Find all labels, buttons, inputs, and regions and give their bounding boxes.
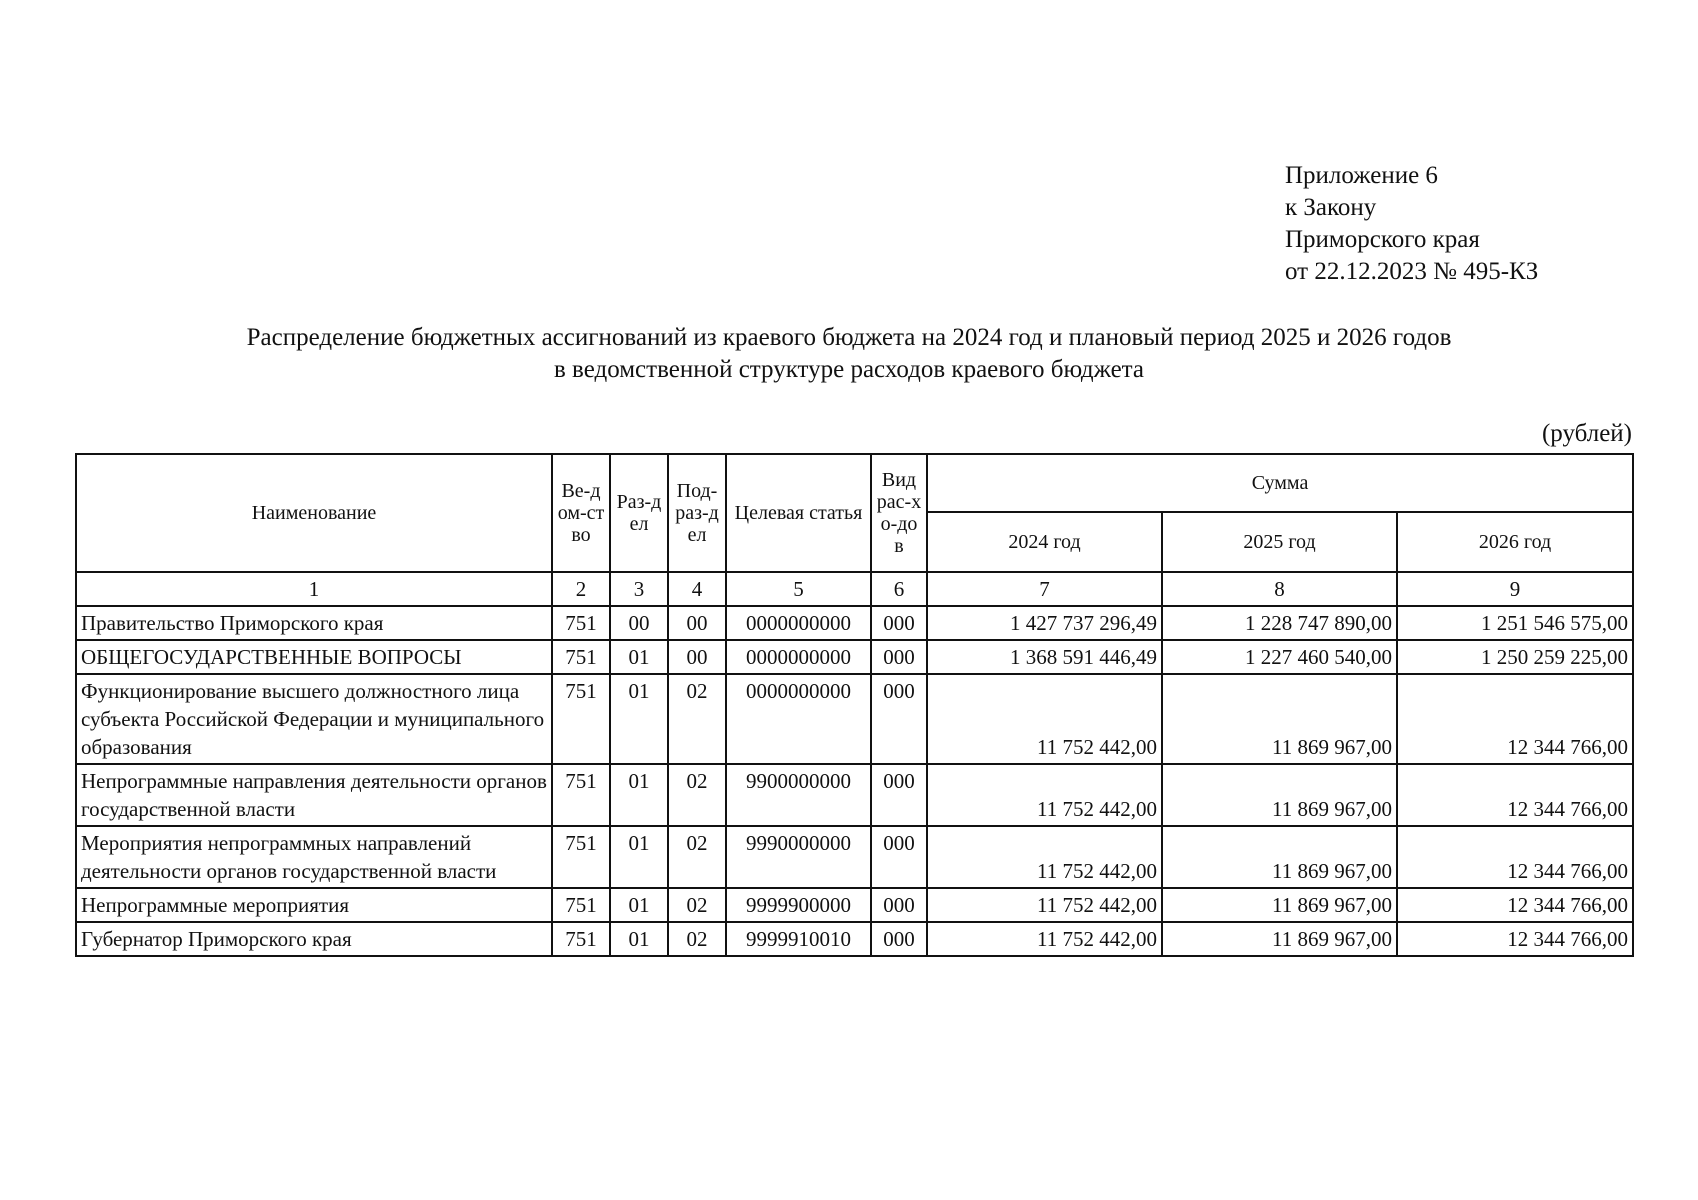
row-sum-2026: 12 344 766,00: [1397, 922, 1633, 956]
appendix-line: Приложение 6: [1285, 162, 1438, 189]
row-ved: 751: [552, 764, 610, 826]
row-name: Непрограммные направления деятельности органов государственной власти: [76, 764, 552, 826]
row-razdel: 01: [610, 888, 668, 922]
header-podrazdel: Под-раз-дел: [668, 454, 726, 572]
row-sum-2025: 11 869 967,00: [1162, 922, 1397, 956]
row-statya: 0000000000: [726, 640, 871, 674]
row-name: Правительство Приморского края: [76, 606, 552, 640]
row-vid: 000: [871, 888, 927, 922]
row-name: ОБЩЕГОСУДАРСТВЕННЫЕ ВОПРОСЫ: [76, 640, 552, 674]
budget-table: [75, 453, 1634, 957]
appendix-line: от 22.12.2023 № 495-КЗ: [1285, 258, 1539, 285]
header-ved: Ве-дом-ство: [552, 454, 610, 572]
row-sum-2024: 11 752 442,00: [927, 922, 1162, 956]
row-statya: 0000000000: [726, 674, 871, 764]
row-sum-2025: 11 869 967,00: [1162, 764, 1397, 826]
row-razdel: 01: [610, 922, 668, 956]
row-podrazdel: 00: [668, 640, 726, 674]
column-number: 5: [726, 572, 871, 606]
row-razdel: 01: [610, 764, 668, 826]
header-vid: Вид рас-хо-дов: [871, 454, 927, 572]
row-statya: 9999910010: [726, 922, 871, 956]
row-ved: 751: [552, 606, 610, 640]
column-number: 3: [610, 572, 668, 606]
row-podrazdel: 00: [668, 606, 726, 640]
row-sum-2026: 1 250 259 225,00: [1397, 640, 1633, 674]
column-number: 6: [871, 572, 927, 606]
column-number: 1: [76, 572, 552, 606]
row-sum-2024: 11 752 442,00: [927, 674, 1162, 764]
header-name: Наименование: [76, 454, 552, 572]
row-podrazdel: 02: [668, 826, 726, 888]
row-statya: 9990000000: [726, 826, 871, 888]
row-ved: 751: [552, 640, 610, 674]
header-year-2025: 2025 год: [1162, 512, 1397, 572]
column-number: 2: [552, 572, 610, 606]
column-number: 7: [927, 572, 1162, 606]
row-vid: 000: [871, 922, 927, 956]
table-row: [76, 826, 1633, 888]
row-statya: 0000000000: [726, 606, 871, 640]
row-vid: 000: [871, 764, 927, 826]
row-sum-2025: 1 228 747 890,00: [1162, 606, 1397, 640]
row-statya: 9999900000: [726, 888, 871, 922]
header-statya: Целевая статья: [726, 454, 871, 572]
row-razdel: 01: [610, 640, 668, 674]
appendix-line: к Закону: [1285, 194, 1377, 221]
appendix-block: [1285, 160, 1538, 288]
header-year-2026: 2026 год: [1397, 512, 1633, 572]
table-row: [76, 922, 1633, 956]
appendix-line: Приморского края: [1285, 226, 1480, 253]
table-row: [76, 674, 1633, 764]
row-podrazdel: 02: [668, 922, 726, 956]
row-ved: 751: [552, 826, 610, 888]
row-sum-2024: 11 752 442,00: [927, 826, 1162, 888]
row-razdel: 01: [610, 674, 668, 764]
header-year-2024: 2024 год: [927, 512, 1162, 572]
row-sum-2024: 11 752 442,00: [927, 888, 1162, 922]
table-row: [76, 640, 1633, 674]
row-statya: 9900000000: [726, 764, 871, 826]
row-vid: 000: [871, 606, 927, 640]
column-number: 8: [1162, 572, 1397, 606]
column-number: 4: [668, 572, 726, 606]
row-razdel: 01: [610, 826, 668, 888]
row-podrazdel: 02: [668, 888, 726, 922]
row-podrazdel: 02: [668, 764, 726, 826]
row-sum-2024: 1 427 737 296,49: [927, 606, 1162, 640]
table-row: [76, 606, 1633, 640]
row-name: Мероприятия непрограммных направлений деятельности органов государственной власти: [76, 826, 552, 888]
row-sum-2026: 12 344 766,00: [1397, 888, 1633, 922]
row-sum-2026: 12 344 766,00: [1397, 764, 1633, 826]
table-row: [76, 888, 1633, 922]
title-line: Распределение бюджетных ассигнований из краевого бюджета на 2024 год и плановый период 2025 и 2026 годов: [246, 324, 1452, 351]
row-vid: 000: [871, 826, 927, 888]
row-ved: 751: [552, 888, 610, 922]
row-podrazdel: 02: [668, 674, 726, 764]
title-line: в ведомственной структуре расходов краевого бюджета: [554, 356, 1144, 383]
row-ved: 751: [552, 674, 610, 764]
row-ved: 751: [552, 922, 610, 956]
row-name: Непрограммные мероприятия: [76, 888, 552, 922]
row-sum-2025: 1 227 460 540,00: [1162, 640, 1397, 674]
row-razdel: 00: [610, 606, 668, 640]
row-sum-2026: 12 344 766,00: [1397, 826, 1633, 888]
units-label: (рублей): [1541, 420, 1632, 447]
row-sum-2025: 11 869 967,00: [1162, 826, 1397, 888]
row-sum-2026: 12 344 766,00: [1397, 674, 1633, 764]
row-sum-2024: 1 368 591 446,49: [927, 640, 1162, 674]
document-title: [0, 322, 1698, 386]
column-number: 9: [1397, 572, 1633, 606]
column-number-row: [76, 572, 1633, 606]
header-razdel: Раз-дел: [610, 454, 668, 572]
row-sum-2025: 11 869 967,00: [1162, 674, 1397, 764]
row-vid: 000: [871, 674, 927, 764]
row-sum-2024: 11 752 442,00: [927, 764, 1162, 826]
row-vid: 000: [871, 640, 927, 674]
row-name: Функционирование высшего должностного лица субъекта Российской Федерации и муниципального образования: [76, 674, 552, 764]
row-sum-2026: 1 251 546 575,00: [1397, 606, 1633, 640]
row-name: Губернатор Приморского края: [76, 922, 552, 956]
table-row: [76, 764, 1633, 826]
header-summa: Сумма: [927, 454, 1633, 512]
row-sum-2025: 11 869 967,00: [1162, 888, 1397, 922]
